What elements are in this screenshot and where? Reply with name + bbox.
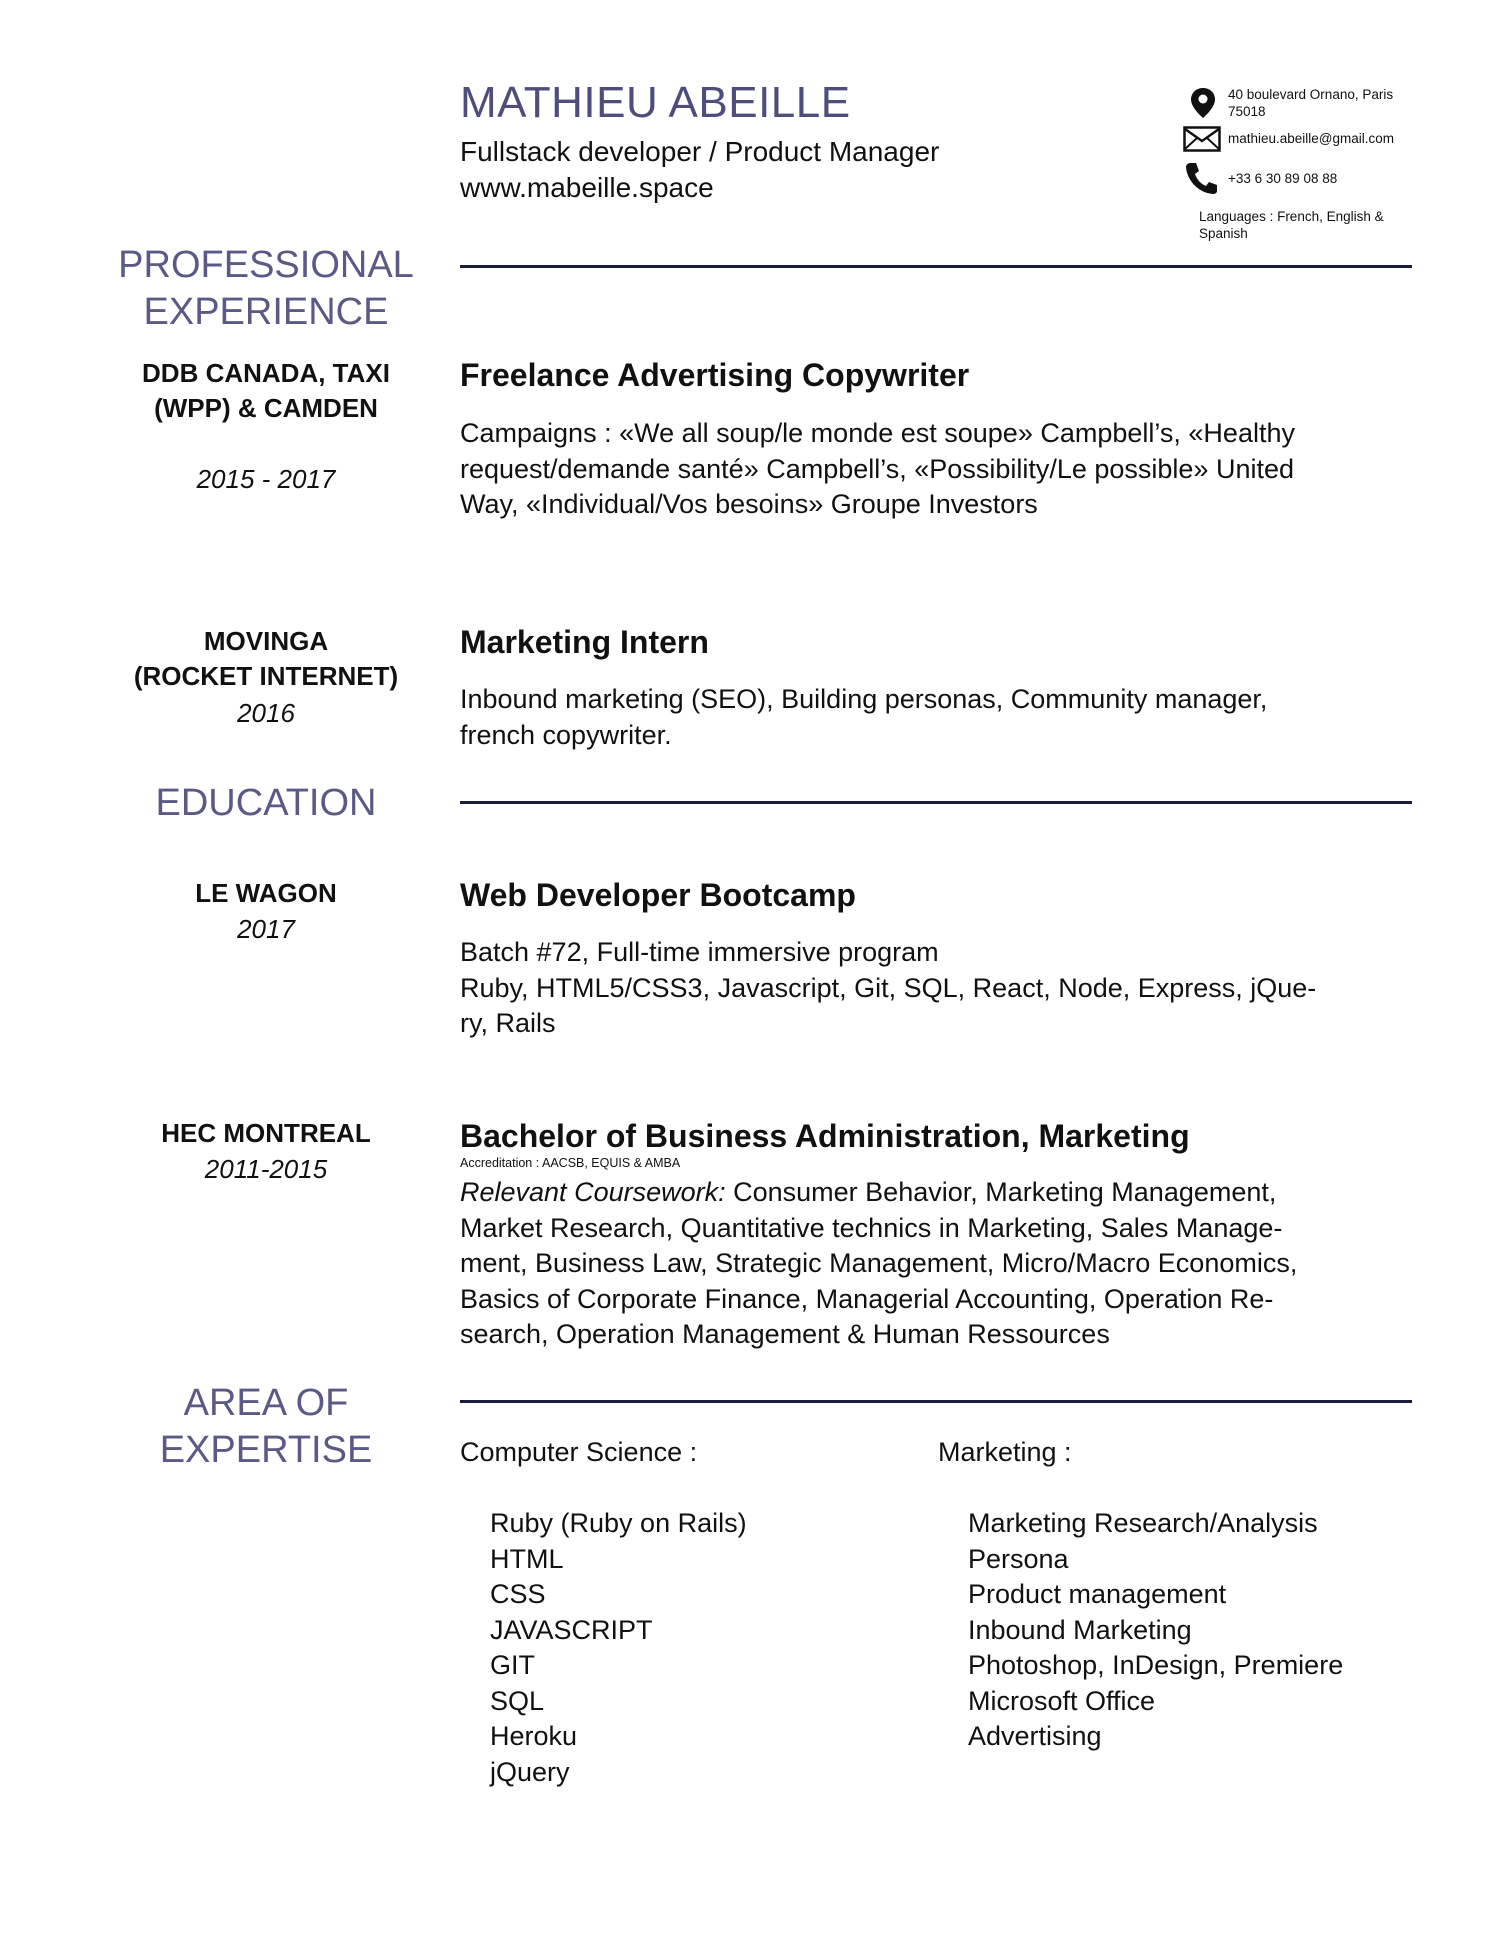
list-item: Inbound Marketing (968, 1614, 1192, 1645)
org-line-1: DDB CANADA, TAXI (142, 358, 390, 388)
list-item: GIT (490, 1650, 535, 1680)
description-line: search, Operation Management & Human Ressources (460, 1319, 1110, 1349)
description-line: french copywriter. (460, 719, 672, 750)
section-divider (460, 265, 1412, 268)
address-line-2: 75018 (1228, 104, 1266, 119)
computer-science-heading: Computer Science : (460, 1437, 698, 1467)
description-line: ment, Business Law, Strategic Management, Micro/Macro Economics, (460, 1248, 1298, 1278)
section-title-line-2: EXPERTISE (159, 1429, 373, 1471)
description-line: Inbound marketing (SEO), Building personas, Community manager, (460, 684, 1268, 714)
list-item: Photoshop, InDesign, Premiere (968, 1650, 1344, 1680)
phone-icon (1184, 160, 1220, 196)
section-title-line-1: PROFESSIONAL (118, 244, 414, 286)
list-item: Microsoft Office (968, 1685, 1156, 1716)
address-line-1: 40 boulevard Ornano, Paris (1228, 87, 1394, 102)
list-item: SQL (490, 1685, 545, 1716)
envelope-icon (1183, 126, 1221, 152)
education-org: LE WAGON (195, 878, 337, 908)
experience-org (100, 624, 432, 694)
experience-description (460, 682, 1420, 753)
candidate-name: MATHIEU ABEILLE (460, 78, 851, 127)
education-description (460, 1175, 1420, 1353)
map-pin-icon (1186, 86, 1220, 120)
list-item: Persona (968, 1543, 1069, 1574)
list-item: Heroku (490, 1721, 578, 1751)
description-line: Ruby, HTML5/CSS3, Javascript, Git, SQL, React, Node, Express, jQue- (460, 972, 1317, 1003)
experience-date: 2015 - 2017 (196, 464, 336, 494)
description-line (460, 1175, 1420, 1211)
contact-languages (1199, 208, 1384, 242)
description-line: Market Research, Quantitative technics in Marketing, Sales Manage- (460, 1212, 1283, 1243)
list-item: Ruby (Ruby on Rails) (490, 1508, 747, 1538)
section-title-line-1: AREA OF (183, 1382, 349, 1424)
description-line: ry, Rails (460, 1008, 556, 1038)
section-divider (460, 1400, 1412, 1403)
contact-address (1228, 86, 1393, 120)
description-line: Way, «Individual/Vos besoins» Groupe Investors (460, 489, 1038, 519)
list-item: Advertising (968, 1721, 1102, 1751)
marketing-list (968, 1506, 1343, 1755)
education-title: Web Developer Bootcamp (460, 877, 856, 913)
section-title-expertise (100, 1380, 432, 1474)
section-divider (460, 801, 1412, 804)
experience-title: Marketing Intern (460, 624, 709, 660)
languages-line-2: Spanish (1199, 226, 1248, 241)
list-item: Marketing Research/Analysis (968, 1508, 1318, 1538)
section-title-line-2: EXPERIENCE (143, 291, 389, 333)
description-line: Batch #72, Full-time immersive program (460, 937, 939, 967)
candidate-role: Fullstack developer / Product Manager (460, 136, 940, 167)
org-line-2: (WPP) & CAMDEN (154, 393, 378, 423)
experience-org (100, 356, 432, 426)
experience-title: Freelance Advertising Copywriter (460, 357, 970, 393)
languages-line-1: Languages : French, English & (1199, 209, 1384, 224)
org-line-1: MOVINGA (203, 626, 329, 656)
education-date: 2017 (237, 914, 295, 944)
education-date: 2011-2015 (204, 1154, 328, 1184)
coursework-text: Consumer Behavior, Marketing Management, (725, 1177, 1277, 1207)
list-item: Product management (968, 1579, 1227, 1609)
contact-email[interactable]: mathieu.abeille@gmail.com (1228, 131, 1395, 146)
education-description (460, 935, 1420, 1042)
candidate-website[interactable]: www.mabeille.space (460, 172, 714, 203)
computer-science-list (490, 1506, 747, 1790)
accreditation-note: Accreditation : AACSB, EQUIS & AMBA (460, 1156, 681, 1170)
description-line: Campaigns : «We all soup/le monde est soupe» Campbell’s, «Healthy (460, 418, 1295, 448)
description-line: request/demande santé» Campbell’s, «Possibility/Le possible» United (460, 453, 1294, 484)
education-title: Bachelor of Business Administration, Marketing (460, 1118, 1190, 1154)
section-title-experience (100, 242, 432, 336)
coursework-label: Relevant Coursework: (460, 1177, 726, 1207)
list-item: JAVASCRIPT (490, 1614, 653, 1645)
education-org: HEC MONTREAL (161, 1118, 371, 1148)
list-item: CSS (490, 1579, 546, 1609)
experience-description (460, 416, 1420, 523)
marketing-heading: Marketing : (938, 1437, 1072, 1467)
contact-phone[interactable]: +33 6 30 89 08 88 (1228, 171, 1338, 186)
list-item: HTML (490, 1543, 564, 1574)
org-line-2: (ROCKET INTERNET) (133, 661, 399, 691)
description-line: Basics of Corporate Finance, Managerial Accounting, Operation Re- (460, 1283, 1274, 1314)
section-title-education: EDUCATION (155, 782, 377, 824)
experience-date: 2016 (237, 698, 295, 728)
list-item: jQuery (490, 1756, 570, 1787)
